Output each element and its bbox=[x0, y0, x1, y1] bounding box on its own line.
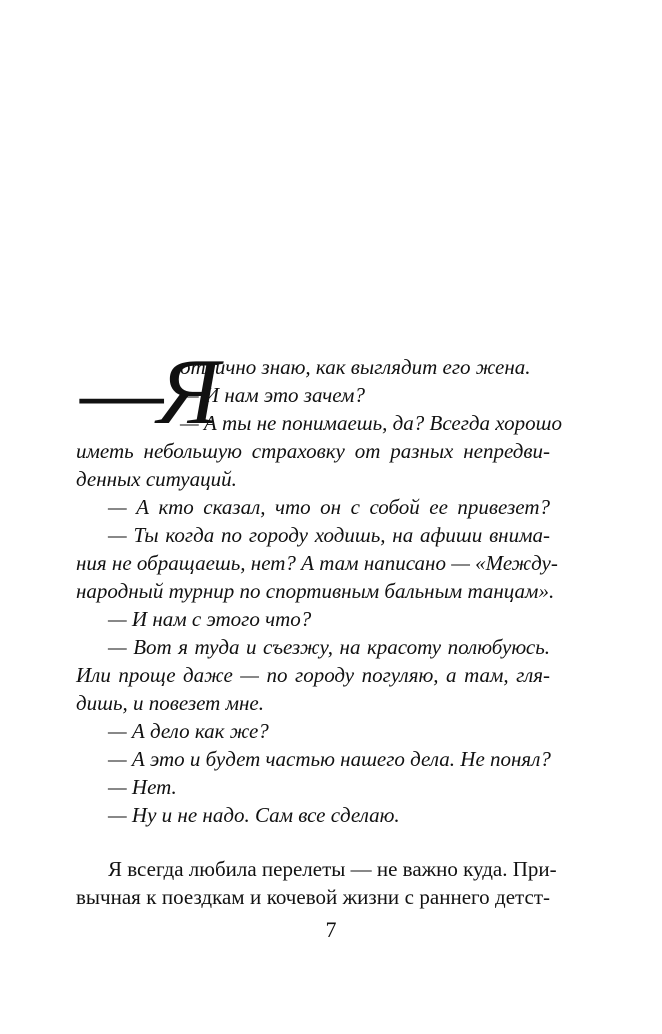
text-line: отлично знаю, как выглядит его жена. bbox=[180, 355, 531, 379]
text-line: — Ну и не надо. Сам все сделаю. bbox=[108, 803, 400, 827]
text-line: народный турнир по спортивным бальным танцам». bbox=[76, 579, 555, 603]
text-line: ния не обращаешь, нет? А там написано — «Между- bbox=[76, 551, 558, 575]
text-line: дишь, и повезет мне. bbox=[76, 691, 264, 715]
text-line: денных ситуаций. bbox=[76, 467, 237, 491]
drop-cap: —Я bbox=[80, 340, 214, 444]
text-line: — Вот я туда и съезжу, на красоту полюбуюсь. bbox=[108, 635, 550, 659]
text-line: — И нам это зачем? bbox=[180, 383, 365, 407]
text-line: иметь небольшую страховку от разных непредви- bbox=[76, 439, 550, 463]
text-line: — Нет. bbox=[108, 775, 177, 799]
page-number: 7 bbox=[325, 917, 337, 942]
text-line: — Ты когда по городу ходишь, на афиши внима- bbox=[108, 523, 550, 547]
text-line: — А это и будет частью нашего дела. Не понял? bbox=[108, 747, 551, 771]
narrative-line: вычная к поездкам и кочевой жизни с раннего детст- bbox=[76, 885, 550, 909]
text-line: Или проще даже — по городу погуляю, а там, гля- bbox=[76, 663, 550, 687]
narrative-line: Я всегда любила перелеты — не важно куда. При- bbox=[108, 857, 557, 881]
text-line: — А ты не понимаешь, да? Всегда хорошо bbox=[180, 411, 562, 435]
text-line: — И нам с этого что? bbox=[108, 607, 312, 631]
text-line: — А дело как же? bbox=[108, 719, 269, 743]
text-line: — А кто сказал, что он с собой ее привезет? bbox=[108, 495, 550, 519]
